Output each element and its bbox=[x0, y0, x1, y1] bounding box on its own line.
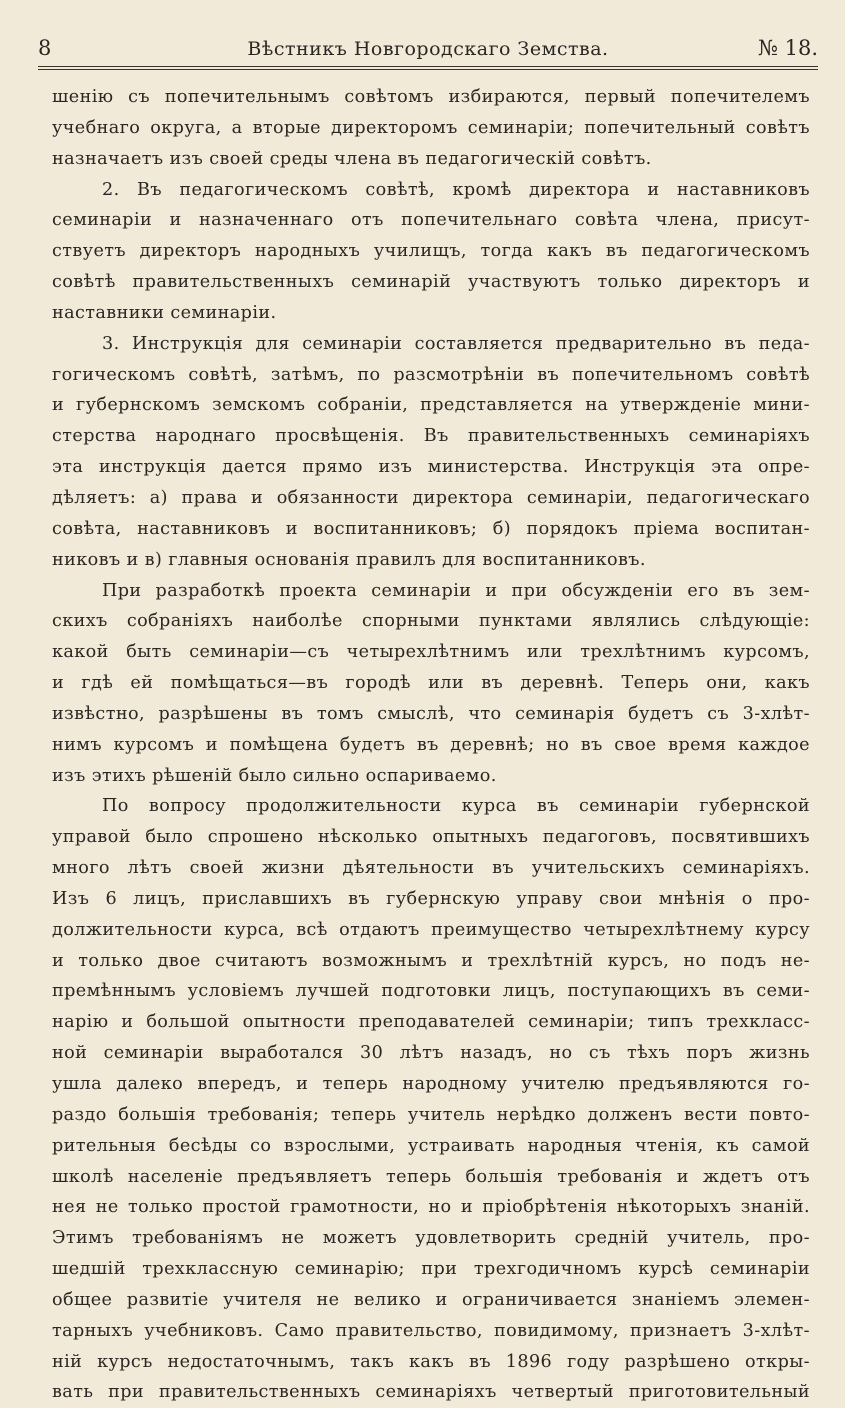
text-line: должительности курса, всѣ отдаютъ преимущество четырехлѣтнему курсу bbox=[52, 919, 810, 940]
text-line: ушла далеко впередъ, и теперь народному учителю предъявляются го- bbox=[52, 1074, 810, 1094]
text-line: 2. Въ педагогическомъ совѣтѣ, кромѣ директора и наставниковъ bbox=[102, 179, 810, 200]
text-line: эта инструкція дается прямо изъ министерства. Инструкція эта опре- bbox=[52, 457, 810, 478]
text-line: наставники семинаріи. bbox=[52, 302, 277, 323]
text-line: нимъ курсомъ и помѣщена будетъ въ деревнѣ; но въ свое время каждое bbox=[52, 734, 810, 755]
text-line: 3. Инструкція для семинаріи составляется предварительно въ педа- bbox=[102, 333, 810, 354]
text-line: скихъ собраніяхъ наиболѣе спорными пунктами являлись слѣдующіе: bbox=[52, 611, 810, 632]
text-line: и губернскомъ земскомъ собраніи, представляется на утвержденіе мини- bbox=[52, 395, 810, 416]
text-line: совѣтѣ правительственныхъ семинарій участвуютъ только директоръ и bbox=[52, 272, 810, 293]
text-line: общее развитіе учителя не велико и ограничивается знаніемъ элемен- bbox=[52, 1289, 810, 1310]
text-line: совѣта, наставниковъ и воспитанниковъ; б) порядокъ пріема воспитан- bbox=[52, 518, 810, 539]
text-line: стерства народнаго просвѣщенія. Въ правительственныхъ семинаріяхъ bbox=[52, 426, 810, 447]
body-text bbox=[52, 82, 810, 1408]
text-line: школѣ населеніе предъявляетъ теперь большія требованія и ждетъ отъ bbox=[52, 1166, 810, 1187]
text-line: гогическомъ совѣтѣ, затѣмъ, по разсмотрѣніи въ попечительномъ совѣтѣ bbox=[52, 364, 810, 385]
text-line: какой быть семинаріи—съ четырехлѣтнимъ или трехлѣтнимъ курсомъ, bbox=[52, 642, 810, 663]
text-line: Изъ 6 лицъ, приславшихъ въ губернскую управу свои мнѣнія о про- bbox=[52, 888, 810, 909]
text-line: много лѣтъ своей жизни дѣятельности въ учительскихъ семинаріяхъ. bbox=[52, 858, 810, 879]
text-line: нарію и большой опытности преподавателей семинаріи; типъ трехкласс- bbox=[52, 1012, 810, 1033]
text-line: ствуетъ директоръ народныхъ училищъ, тогда какъ въ педагогическомъ bbox=[52, 241, 810, 262]
text-line: По вопросу продолжительности курса въ семинаріи губернской bbox=[102, 796, 810, 817]
text-line: семинаріи и назначеннаго отъ попечительнаго совѣта члена, присут- bbox=[52, 210, 810, 231]
text-line: нея не только простой грамотности, но и пріобрѣтенія нѣкоторыхъ знаній. bbox=[52, 1197, 810, 1218]
text-line: управой было спрошено нѣсколько опытныхъ педагоговъ, посвятившихъ bbox=[52, 827, 810, 848]
page-number: 8 bbox=[38, 36, 52, 60]
text-line: вать при правительственныхъ семинаріяхъ четвертый приготовительный bbox=[52, 1382, 810, 1403]
text-line: рительныя бесѣды со взрослыми, устраивать народныя чтенія, къ самой bbox=[52, 1135, 810, 1156]
text-line: и только двое считаютъ возможнымъ и трехлѣтній курсъ, но подъ не- bbox=[52, 950, 810, 971]
text-line: шедшій трехклассную семинарію; при трехгодичномъ курсѣ семинаріи bbox=[52, 1259, 810, 1280]
text-line: При разработкѣ проекта семинаріи и при обсужденіи его въ зем- bbox=[102, 580, 810, 601]
text-line: ной семинаріи выработался 30 лѣтъ назадъ, но съ тѣхъ поръ жизнь bbox=[52, 1043, 810, 1064]
journal-title: Вѣстникъ Новгородскаго Земства. bbox=[247, 38, 609, 60]
text-line: изъ этихъ рѣшеній было сильно оспариваемо. bbox=[52, 765, 497, 786]
text-line: шенію съ попечительнымъ совѣтомъ избираются, первый попечителемъ bbox=[52, 87, 810, 107]
text-line: учебнаго округа, а вторые директоромъ семинаріи; попечительный совѣтъ bbox=[52, 117, 810, 138]
issue-number: № 18. bbox=[758, 36, 818, 60]
text-line: назначаетъ изъ своей среды члена въ педагогическій совѣтъ. bbox=[52, 148, 652, 169]
running-header bbox=[38, 34, 818, 64]
text-line: ній курсъ недостаточнымъ, такъ какъ въ 1896 году разрѣшено откры- bbox=[52, 1351, 810, 1372]
text-line: и гдѣ ей помѣщаться—въ городѣ или въ деревнѣ. Теперь они, какъ bbox=[52, 673, 810, 694]
text-line: Этимъ требованіямъ не можетъ удовлетворить средній учитель, про- bbox=[52, 1228, 810, 1249]
text-line: извѣстно, разрѣшены въ томъ смыслѣ, что семинарія будетъ съ 3-хлѣт- bbox=[52, 703, 810, 724]
text-line: тарныхъ учебниковъ. Само правительство, повидимому, признаетъ 3-хлѣт- bbox=[52, 1320, 810, 1341]
text-line: никовъ и в) главныя основанія правилъ для воспитанниковъ. bbox=[52, 549, 646, 570]
text-line: раздо большія требованія; теперь учитель нерѣдко долженъ вести повто- bbox=[52, 1104, 810, 1125]
header-rule bbox=[38, 66, 818, 70]
text-line: премѣннымъ условіемъ лучшей подготовки лицъ, поступающихъ въ семи- bbox=[52, 981, 810, 1002]
text-line: дѣляетъ: а) права и обязанности директора семинаріи, педагогическаго bbox=[52, 487, 810, 508]
